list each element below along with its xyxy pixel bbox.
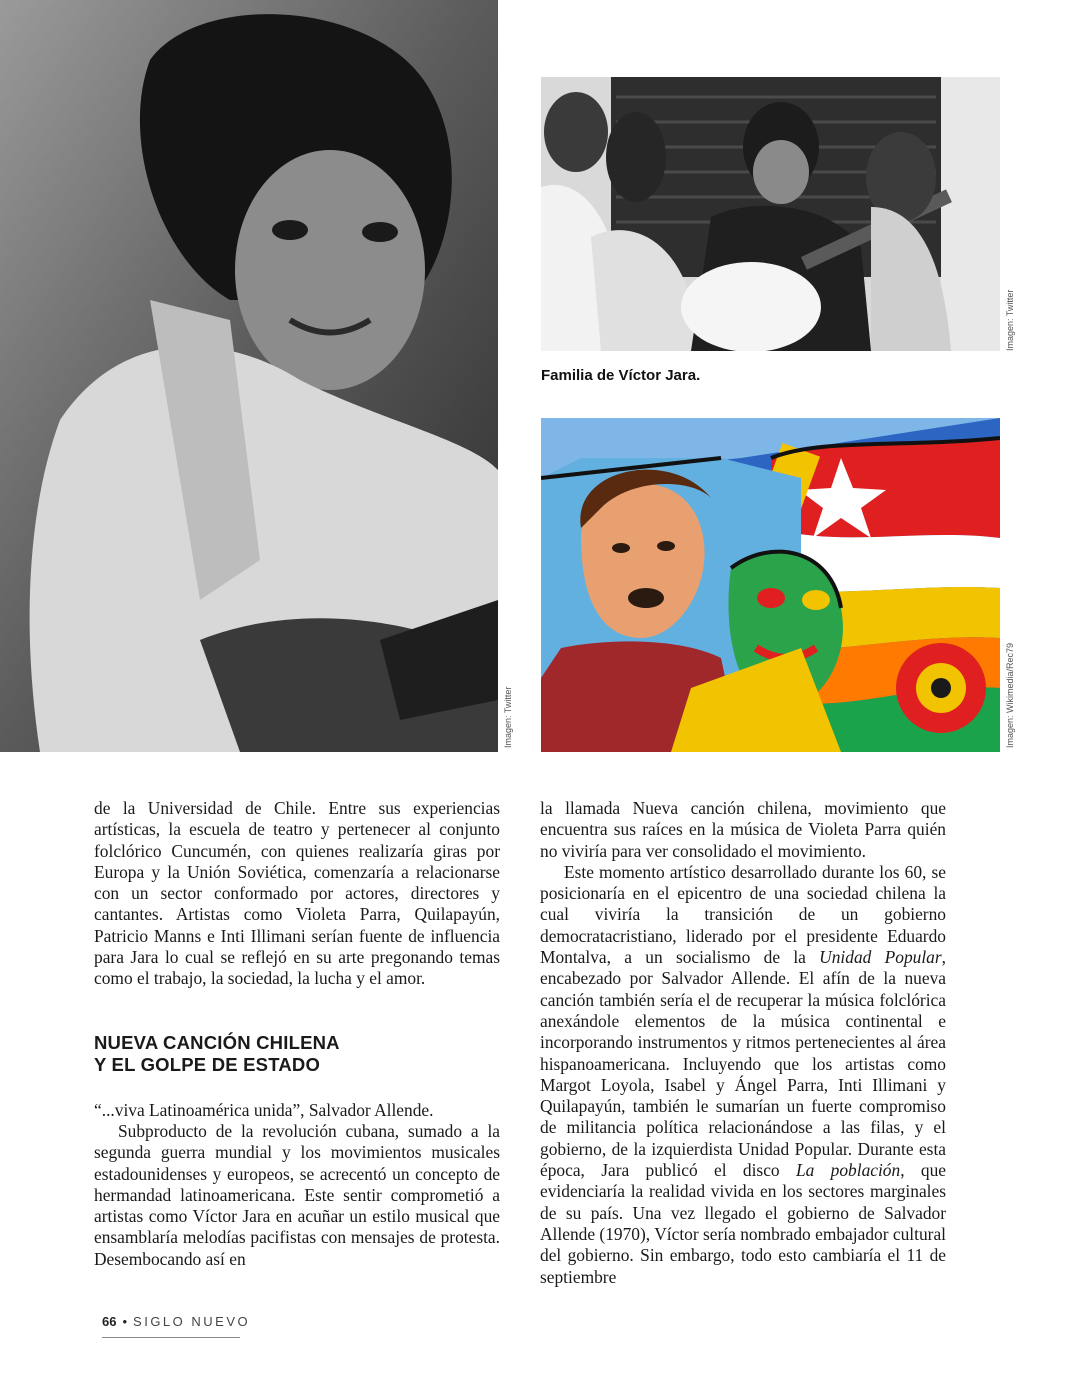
photo-credit: Imagen: Twitter [1005,289,1015,351]
footer-separator: • [122,1314,128,1329]
emphasis-la-poblacion: La población [795,1160,901,1181]
article-column-right [540,798,946,1288]
portrait-photo [0,0,498,752]
magazine-name: SIGLO NUEVO [133,1314,251,1329]
photo-credit: Imagen: Twitter [503,686,513,748]
page-footer [102,1314,250,1329]
photo-credit: Imagen: Wikimedia/Rec79 [1005,642,1015,748]
family-photo [541,77,1000,351]
mural-photo [541,418,1000,752]
page-number: 66 [102,1314,117,1329]
footer-rule [102,1337,240,1338]
article-paragraph: Este momento artístico desarrollado durante los 60, se posicionaría en el epicentro de una sociedad chilena la cual viviría la transición de un gobierno democratacristiano, liderado por el presidente Eduardo Montalva, a un socialismo de la Unidad Popular, encabezado por Salvador Allende. El afín de la nueva canción también sería el de recuperar la música folclórica anexándole elementos de la música continental e incorporando instrumentos y ritmos pertenecientes al área hispanoamericana. Incluyendo que los artistas como Margot Loyola, Isabel y Ángel Parra, Inti Illimani y Quilapayún, también le sumarían un fuerte compromiso de militancia política relacionándose a las filas, y el gobierno, de la izquierdista Unidad Popular. Durante esta época, Jara publicó el disco La población, que evidenciaría la realidad vivida en los sectores marginales de su país. Una vez llegado el gobierno de Salvador Allende (1970), Víctor sería nombrado embajador cultural del gobierno. Sin embargo, todo esto cambiaría el 11 de septiembre [540,861,946,1287]
article-paragraph: Subproducto de la revolución cubana, sumado a la segunda guerra mundial y los movimientos musicales estadounidenses y europeos, se acrecentó un concepto de hermandad latinoamericana. Este sentir comprometió a artistas como Víctor Jara en acuñar un estilo musical que ensamblaría melodías pacifistas con mensajes de protesta. Desembocando así en [94,1120,500,1269]
epigraph-quote: “...viva Latinoamérica unida”, Salvador Allende. [94,1099,434,1120]
article-paragraph: la llamada Nueva canción chilena, movimiento que encuentra sus raíces en la música de Violeta Parra quién no viviría para ver consolidado el movimiento. [540,798,946,861]
section-heading: NUEVA CANCIÓN CHILENA Y EL GOLPE DE ESTADO [94,1031,340,1075]
emphasis-unidad-popular: Unidad Popular [819,947,942,968]
photo-caption: Familia de Víctor Jara. [541,367,701,384]
article-paragraph: de la Universidad de Chile. Entre sus experiencias artísticas, la escuela de teatro y pertenecer al conjunto folclórico Cuncumén, con quienes realizaría giras por Europa y la Unión Soviética, comenzaría a relacionarse con un sector conformado por actores, directores y cantantes. Artistas como Violeta Parra, Quilapayún, Patricio Manns e Inti Illimani serían fuente de influencia para Jara lo cual se reflejó en su arte pregonando temas como el trabajo, la sociedad, la lucha y el amor. [94,798,500,989]
article-column-left [94,798,500,1270]
